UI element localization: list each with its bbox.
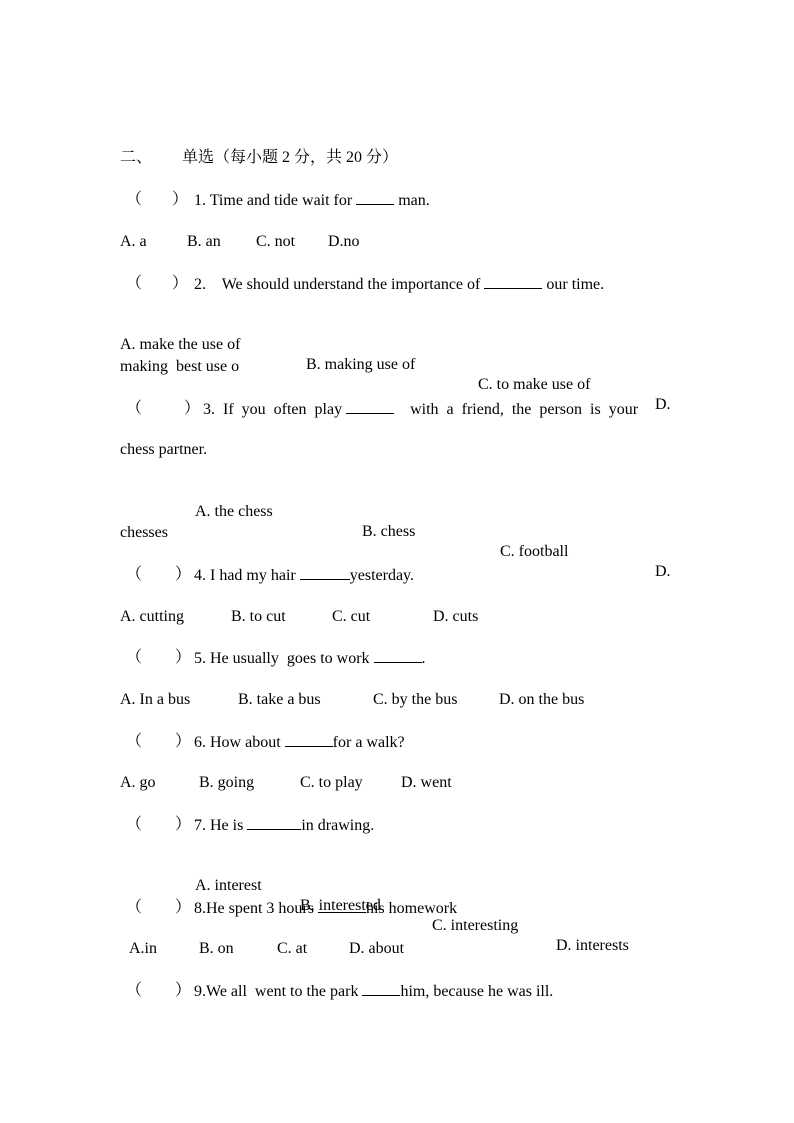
answer-paren-open: （ (126, 566, 143, 583)
question-stem: 4. I had my hair yesterday. (194, 567, 415, 584)
answer-paren-open: （ (126, 733, 143, 750)
answer-paren-close: ） (172, 275, 189, 292)
option-c: C. to make use of (478, 376, 591, 393)
question-stem: 7. He is in drawing. (194, 817, 375, 834)
question-3 (0, 399, 794, 419)
answer-paren-open: （ (126, 816, 143, 833)
option-a: A.in (129, 940, 157, 957)
answer-paren-close: ） (184, 400, 201, 417)
option-a: A. go (120, 774, 156, 791)
option-c: C. cut (332, 608, 371, 625)
option-c: C. not (256, 233, 296, 250)
option-b: B. going (199, 774, 255, 791)
answer-paren-close: ） (175, 899, 192, 916)
options-row-2-wrap: making best use o (120, 358, 240, 375)
question-9 (0, 981, 794, 1001)
question-5 (0, 648, 794, 668)
option-b: B. on (199, 940, 234, 957)
question-stem: 1. Time and tide wait for man. (194, 192, 430, 209)
answer-paren-close: ） (172, 191, 189, 208)
option-a: A. cutting (120, 608, 184, 625)
option-b: B. an (187, 233, 221, 250)
option-c: C. at (277, 940, 308, 957)
answer-paren-open: （ (126, 400, 143, 417)
section-header (120, 148, 398, 168)
option-c: C. football (500, 543, 569, 560)
answer-paren-close: ） (175, 649, 192, 666)
question-7 (0, 815, 794, 835)
option-b: B. chess (362, 523, 416, 540)
question-3-wrap: chess partner. (120, 441, 208, 458)
options-row-3-wrap: chesses (120, 524, 168, 541)
answer-paren-close: ） (175, 982, 192, 999)
answer-blank[interactable] (346, 399, 394, 414)
options-row-6 (0, 773, 794, 793)
section-title: 单选（每小题 2 分，共 20 分） (182, 149, 399, 166)
question-stem: 2. We should understand the importance of our time. (194, 276, 605, 293)
options-row-1 (0, 232, 794, 252)
option-d: D. went (401, 774, 452, 791)
options-row-4 (0, 607, 794, 627)
answer-paren-close: ） (175, 816, 192, 833)
option-a: A. a (120, 233, 147, 250)
question-8 (0, 898, 794, 918)
answer-blank[interactable] (247, 815, 301, 830)
options-row-5 (0, 690, 794, 710)
question-stem: 6. How about for a walk? (194, 734, 405, 751)
option-d: D.no (328, 233, 360, 250)
option-d: D. interests (556, 937, 629, 954)
option-d: D. cuts (433, 608, 479, 625)
answer-paren-open: （ (126, 899, 143, 916)
answer-blank[interactable] (300, 565, 350, 580)
option-c: C. by the bus (373, 691, 458, 708)
answer-blank[interactable] (374, 648, 422, 663)
answer-paren-open: （ (126, 649, 143, 666)
option-a: A. In a bus (120, 691, 191, 708)
answer-blank[interactable] (362, 981, 400, 996)
option-d: D. (655, 396, 671, 413)
question-4 (0, 565, 794, 585)
question-stem: 3. If you often play with a friend, the person is your (203, 401, 639, 418)
option-a: A. the chess (195, 503, 273, 520)
answer-blank[interactable] (484, 274, 542, 289)
answer-blank[interactable] (285, 732, 333, 747)
answer-paren-close: ） (175, 566, 192, 583)
option-b: B. interested (300, 897, 381, 914)
answer-blank[interactable] (318, 898, 366, 913)
question-stem: 9.We all went to the park him, because he was ill. (194, 983, 554, 1000)
question-stem: 5. He usually goes to work . (194, 650, 426, 667)
answer-blank[interactable] (356, 190, 394, 205)
option-d: D. on the bus (499, 691, 585, 708)
option-c: C. to play (300, 774, 363, 791)
options-row-8 (0, 939, 794, 959)
answer-paren-open: （ (126, 275, 143, 292)
option-d: D. (655, 563, 671, 580)
section-number: 二、 (120, 149, 153, 166)
answer-paren-open: （ (126, 982, 143, 999)
question-stem: 8.He spent 3 hours his homework (194, 900, 458, 917)
answer-paren-open: （ (126, 191, 143, 208)
question-1 (0, 190, 794, 210)
option-d: D. about (349, 940, 405, 957)
question-2 (0, 274, 794, 294)
option-a: A. make the use of (120, 336, 241, 353)
option-b: B. take a bus (238, 691, 321, 708)
answer-paren-close: ） (175, 733, 192, 750)
option-b: B. making use of (306, 356, 416, 373)
question-6 (0, 732, 794, 752)
option-a: A. interest (195, 877, 262, 894)
option-c: C. interesting (432, 917, 519, 934)
option-b: B. to cut (231, 608, 286, 625)
